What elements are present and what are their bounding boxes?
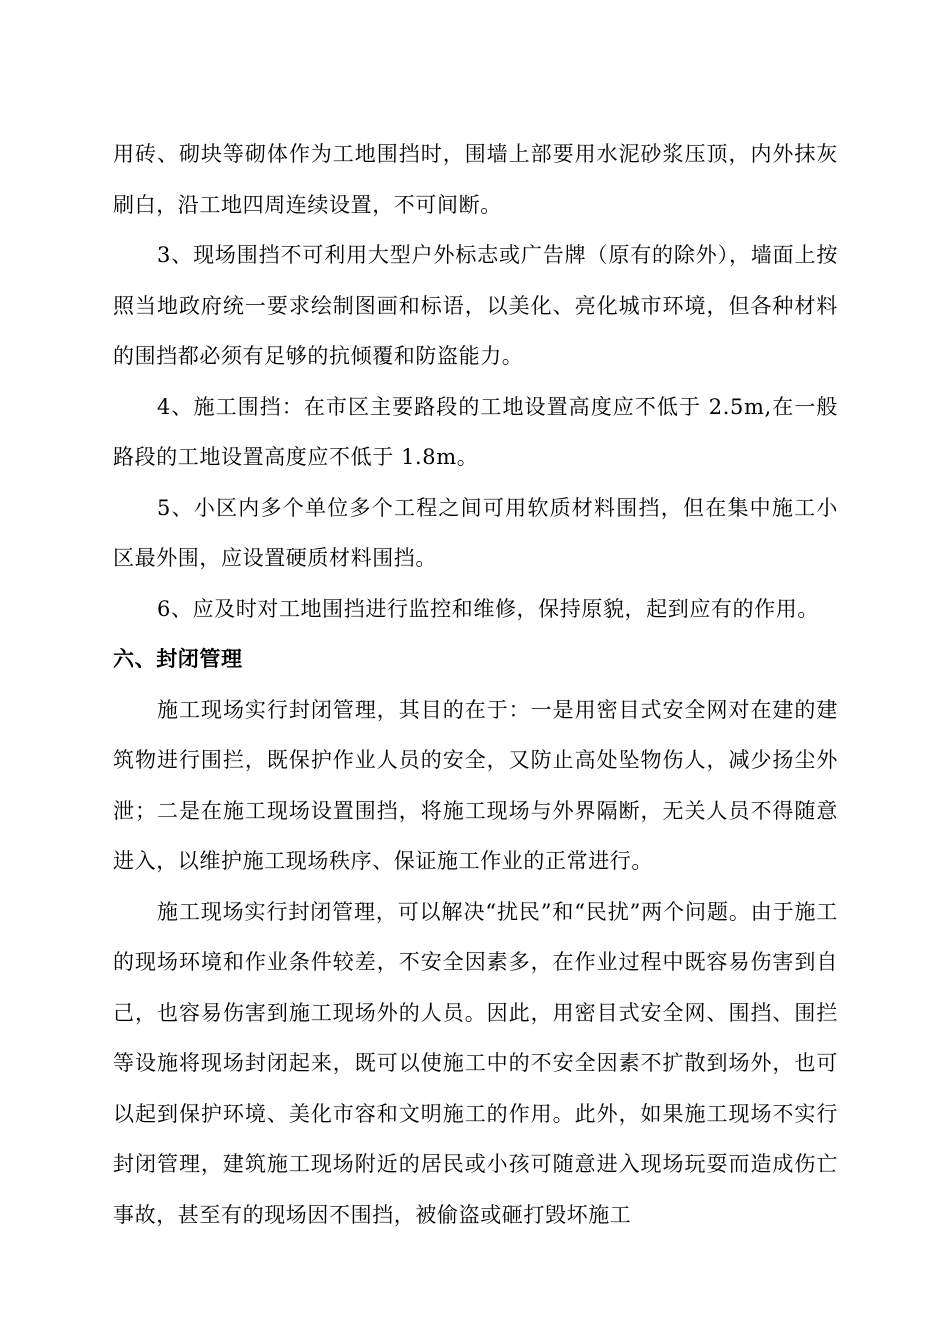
paragraph-closure-purpose: 施工现场实行封闭管理，其目的在于：一是用密目式安全网对在建的建筑物进行围拦，既保护作业人员的安全，又防止高处坠物伤人，减少扬尘外泄；二是在施工现场设置围挡，将施工现场与外界隔断，无关人员不得随意进入，以维护施工现场秩序、保证施工作业的正常进行。 [113,697,838,873]
paragraph-masonry-enclosure: 用砖、砌块等砌体作为工地围挡时，围墙上部要用水泥砂浆压顶，内外抹灰刷白，沿工地四周连续设置，不可间断。 [113,142,838,217]
paragraph-item-6: 6、应及时对工地围挡进行监控和维修，保持原貌，起到应有的作用。 [157,596,819,621]
document-body [113,129,838,1240]
paragraph-item-3: 3、现场围挡不可利用大型户外标志或广告牌（原有的除外），墙面上按照当地政府统一要求绘制图画和标语，以美化、亮化城市环境，但各种材料的围挡都必须有足够的抗倾覆和防盗能力。 [113,243,838,368]
paragraph-item-5: 5、小区内多个单位多个工程之间可用软质材料围挡，但在集中施工小区最外围，应设置硬质材料围挡。 [113,495,838,570]
paragraph-item-4: 4、施工围挡：在市区主要路段的工地设置高度应不低于 2.5m,在一般路段的工地设置高度应不低于 1.8m。 [113,394,838,469]
paragraph-closure-benefits: 施工现场实行封闭管理，可以解决“扰民”和“民扰”两个问题。由于施工的现场环境和作业条件较差，不安全因素多，在作业过程中既容易伤害到自己，也容易伤害到施工现场外的人员。因此，用密目式安全网、围挡、围拦等设施将现场封闭起来，既可以使施工中的不安全因素不扩散到场外，也可以起到保护环境、美化市容和文明施工的作用。此外，如果施工现场不实行封闭管理，建筑施工现场附近的居民或小孩可随意进入现场玩耍而造成伤亡事故，甚至有的现场因不围挡，被偷盗或砸打毁坏施工 [113,899,838,1227]
section-heading: 六、封闭管理 [113,646,243,671]
